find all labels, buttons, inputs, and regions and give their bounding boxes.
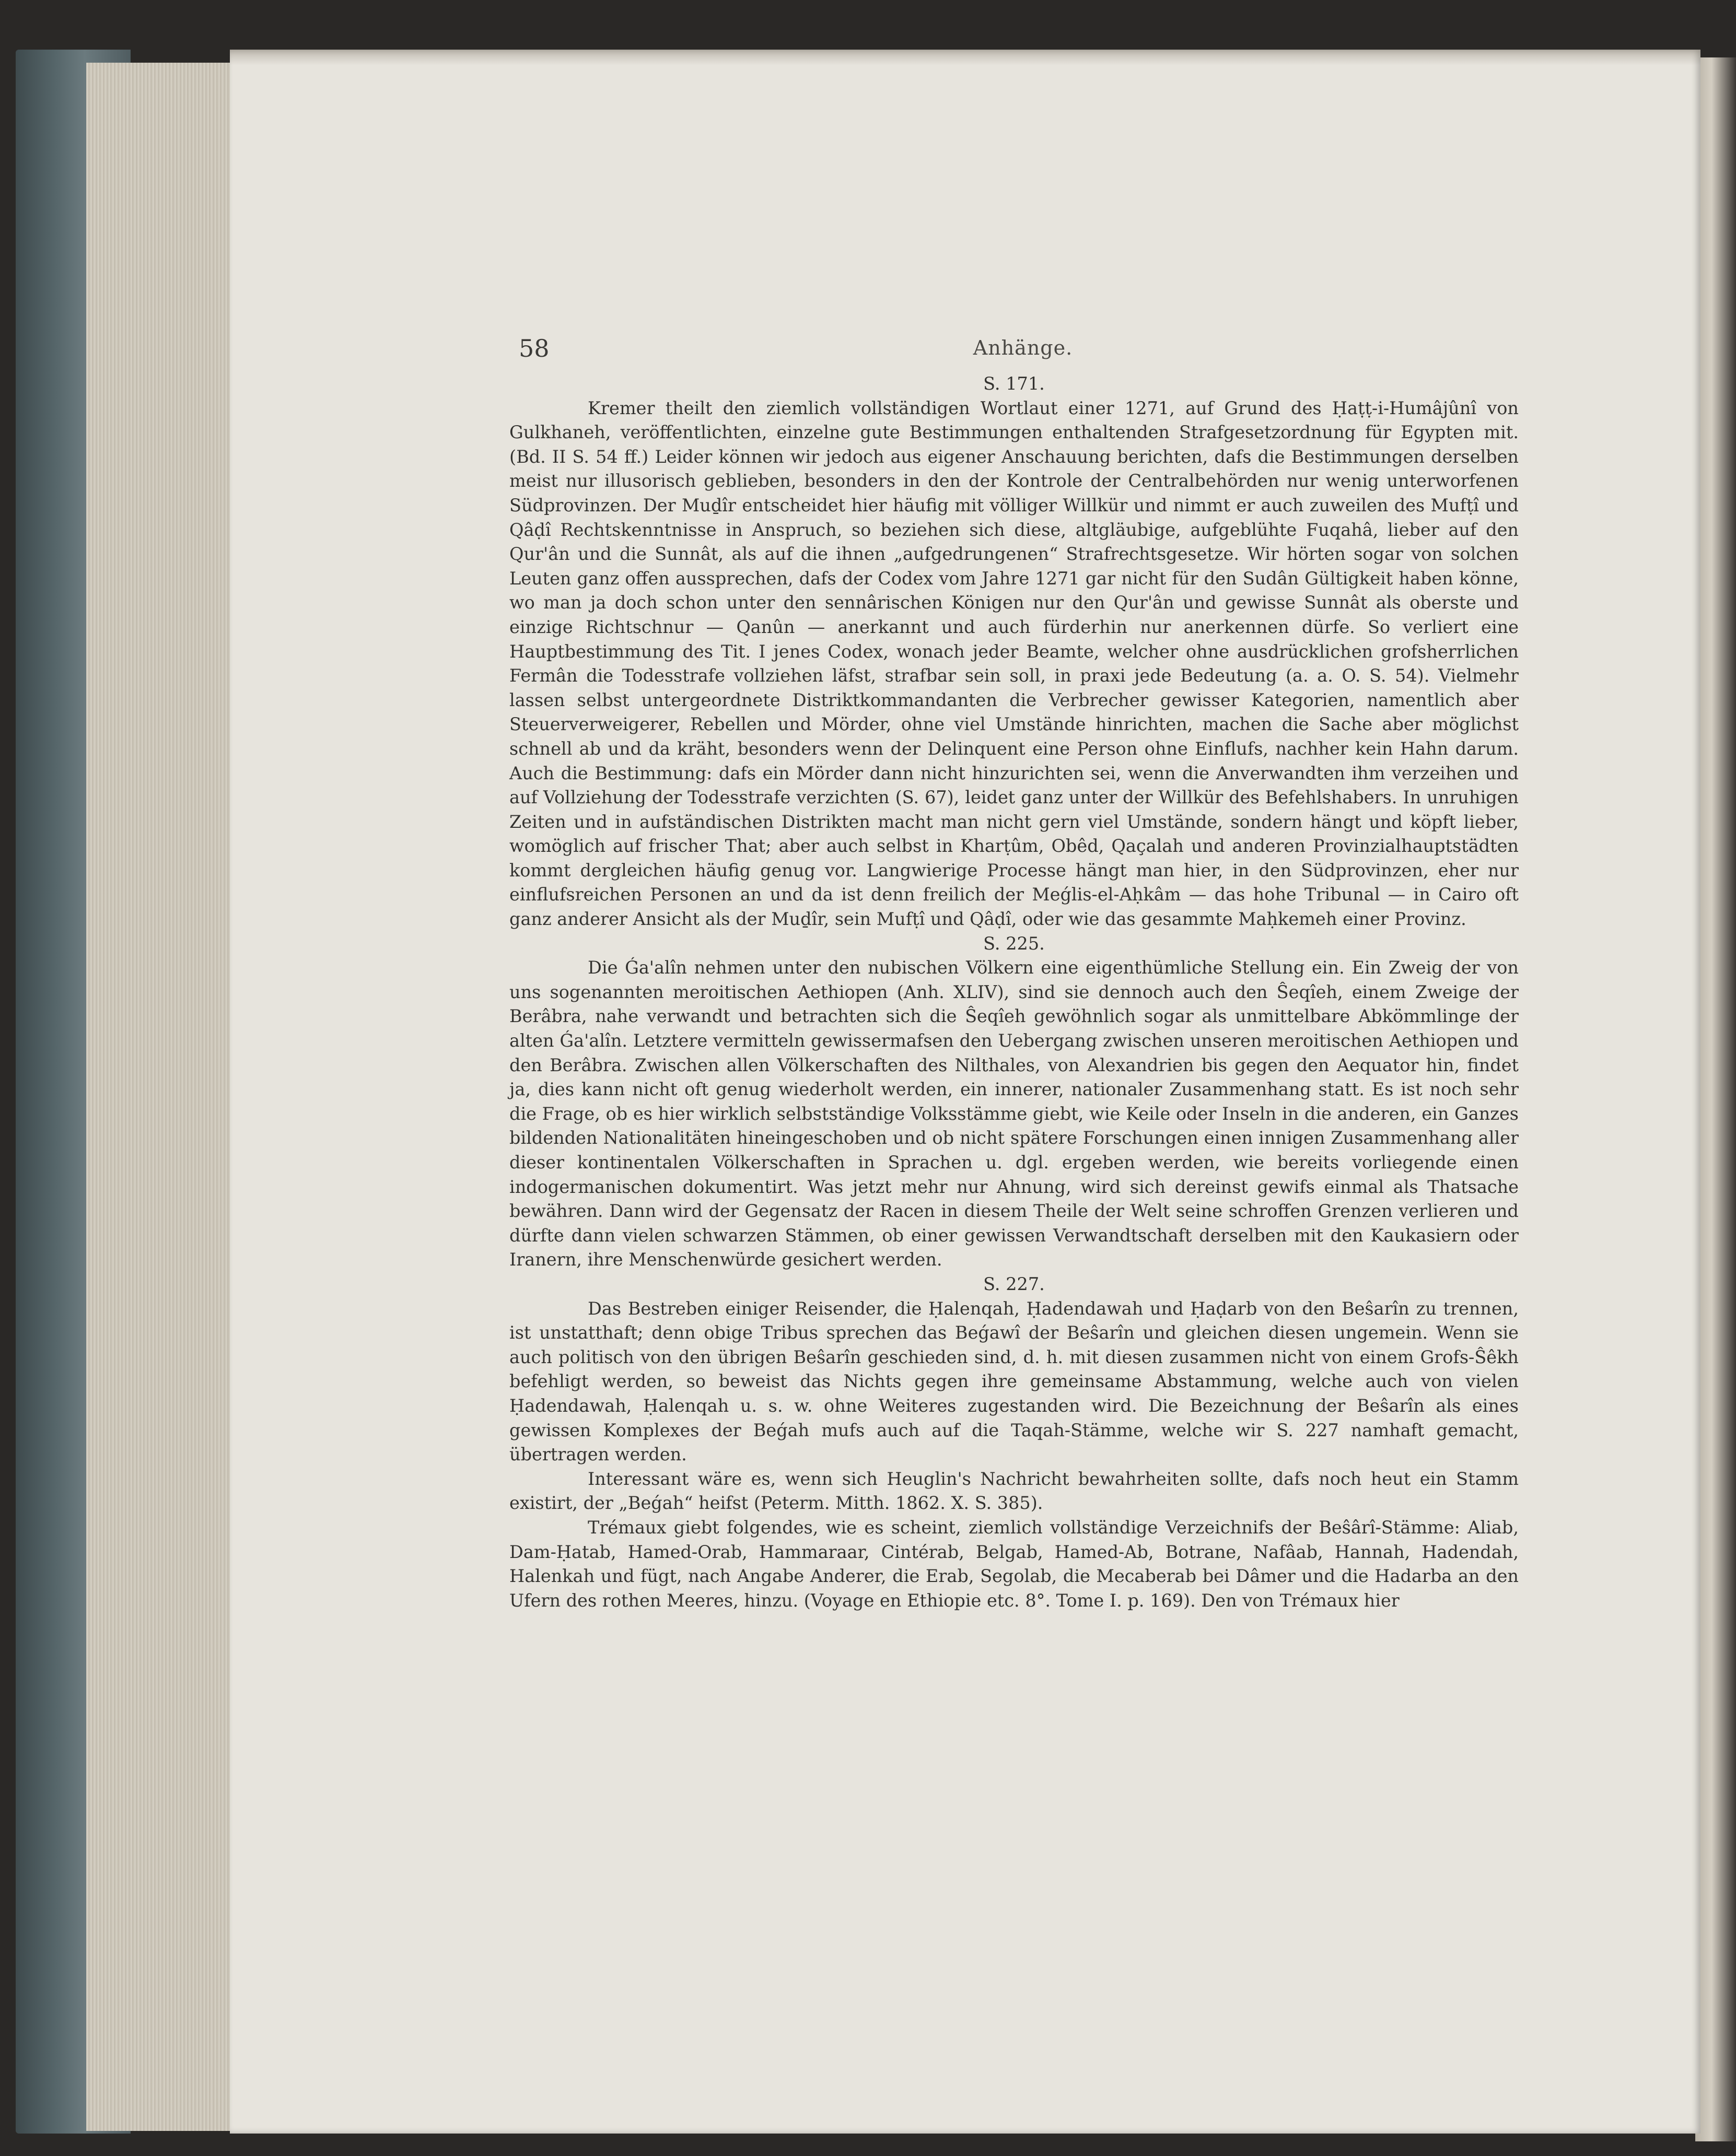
page-number: 58: [519, 334, 550, 362]
page-top-shadow: [230, 50, 1700, 65]
paragraph: Die Ǵa'alîn nehmen unter den nubischen Völkern eine eigenthümliche Stellung ein. Ein Zweig der von uns sogenannten meroitischen Aethiopen (Anh. XLIV), sind sie dennoch auch den Ŝeqîeh, einem Zweige der Berâbra, nahe verwandt und betrachten sich die Ŝeqîeh gewöhnlich sogar als unmittelbare Abkömmlinge der alten Ǵa'alîn. Letztere vermitteln gewissermafsen den Uebergang zwischen unseren meroitischen Aethiopen und den Berâbra. Zwischen allen Völkerschaften des Nilthales, von Alexandrien bis gegen den Aequator hin, findet ja, dies kann nicht oft genug wiederholt werden, ein innerer, nationaler Zusammenhang statt. Es ist noch sehr die Frage, ob es hier wirklich selbstständige Volksstämme giebt, wie Keile oder Inseln in die anderen, ein Ganzes bildenden Nationalitäten hineingeschoben und ob nicht spätere Forschungen einen innigen Zusammenhang aller dieser kontinentalen Völkerschaften in Sprachen u. dgl. ergeben werden, wie bereits vorliegende einen indogermanischen dokumentirt. Was jetzt mehr nur Ahnung, wird sich dereinst gewifs einmal als Thatsache bewähren. Dann wird der Gegensatz der Racen in diesem Theile der Welt seine schroffen Grenzen verlieren und dürfte dann vielen schwarzen Stämmen, ob einer gewissen Verwandtschaft derselben mit den Kaukasiern oder Iranern, ihre Menschenwürde gesichert werden.: [509, 957, 1519, 1270]
running-head: Anhänge.: [973, 336, 1073, 359]
section-heading: S. 227.: [983, 1273, 1045, 1294]
paragraph: Das Bestreben einiger Reisender, die Ḥalenqah, Ḥadendawah und Ḥaḍarb von den Beŝarîn zu trennen, ist unstatthaft; denn obige Tribus sprechen das Beǵawî der Beŝarîn und gleichen diesen ungemein. Wenn sie auch politisch von den übrigen Beŝarîn geschieden sind, d. h. mit diesen zusammen nicht von einem Grofs-Ŝêkh befehligt werden, so beweist das Nichts gegen ihre gemeinsame Abstammung, welche auch von vielen Ḥadendawah, Ḥalenqah u. s. w. ohne Weiteres zugestanden wird. Die Bezeichnung der Beŝarîn als eines gewissen Komplexes der Beǵah mufs auch auf die Taqah-Stämme, welche wir S. 227 namhaft gemacht, übertragen werden.: [509, 1298, 1519, 1465]
page-header: [519, 334, 1527, 366]
paragraph: Kremer theilt den ziemlich vollständigen Wortlaut einer 1271, auf Grund des Ḥaṭṭ-i-Humâjûnî von Gulkhaneh, veröffentlichten, einzelne gute Bestimmungen enthaltenden Strafgesetzordnung für Egypten mit. (Bd. II S. 54 ff.) Leider können wir jedoch aus eigener Anschauung berichten, dafs die Bestimmungen derselben meist nur illusorisch geblieben, besonders in den der Kontrole der Centralbehörden nur wenig unterworfenen Südprovinzen. Der Muḏîr entscheidet hier häufig mit völliger Willkür und nimmt er auch zuweilen des Mufṭî und Qâḍî Rechtskenntnisse in Anspruch, so beziehen sich diese, altgläubige, aufgeblühte Fuqahâ, lieber auf den Qur'ân und die Sunnât, als auf die ihnen „aufgedrungenen“ Strafrechtsgesetze. Wir hörten sogar von solchen Leuten ganz offen aussprechen, dafs der Codex vom Jahre 1271 gar nicht für den Sudân Gültigkeit haben könne, wo man ja doch schon unter den sennârischen Königen nur den Qur'ân und gewisse Sunnât als oberste und einzige Richtschnur — Qanûn — anerkannt und auch fürderhin nur anerkennen dürfe. So verliert eine Hauptbestimmung des Tit. I jenes Codex, wonach jeder Beamte, welcher ohne ausdrücklichen grofsherrlichen Fermân die Todesstrafe vollziehen läfst, strafbar sein soll, in praxi jede Bedeutung (a. a. O. S. 54). Vielmehr lassen selbst untergeordnete Distriktkommandanten die Verbrecher gewisser Kategorien, namentlich aber Steuerverweigerer, Rebellen und Mörder, ohne viel Umstände hinrichten, machen die Sache aber möglichst schnell ab und da kräht, besonders wenn der Delinquent eine Person ohne Einflufs, nachher kein Hahn darum. Auch die Bestimmung: dafs ein Mörder dann nicht hinzurichten sei, wenn die Anverwandten ihm verzeihen und auf Vollziehung der Todesstrafe verzichten (S. 67), leidet ganz unter der Willkür des Befehlshabers. In unruhigen Zeiten und in aufständischen Distrikten macht man nicht gern viel Umstände, sondern hängt und köpft lieber, womöglich auf frischer That; aber auch selbst in Kharṭûm, Obêd, Qaçalah und anderen Provinzialhauptstädten kommt dergleichen häufig genug vor. Langwierige Processe hängt man hier, in den Südprovinzen, eher nur einflufsreichen Personen an und da ist denn freilich der Meǵlis-el-Aḥkâm — das hohe Tribunal — in Cairo oft ganz anderer Ansicht als der Muḏîr, sein Mufṭî und Qâḍî, oder wie das gesammte Maḥkemeh einer Provinz.: [509, 397, 1519, 930]
page-block-edges: [86, 63, 238, 2131]
section-heading: S. 225.: [983, 933, 1045, 954]
facing-page-edge: [1695, 57, 1736, 2141]
text-block: [509, 372, 1519, 1613]
paragraph: Trémaux giebt folgendes, wie es scheint, ziemlich vollständige Verzeichnifs der Beŝârî-Stämme: Aliab, Dam-Ḥatab, Hamed-Orab, Hammaraar, Cintérab, Belgab, Hamed-Ab, Botrane, Nafâab, Hannah, Hadendah, Halenkah und fügt, nach Angabe Anderer, die Erab, Segolab, die Mecaberab bei Dâmer und die Hadarba an den Ufern des rothen Meeres, hinzu. (Voyage en Ethiopie etc. 8°. Tome I. p. 169). Den von Trémaux hier: [509, 1517, 1519, 1611]
section-heading: S. 171.: [983, 373, 1045, 394]
paragraph: Interessant wäre es, wenn sich Heuglin's Nachricht bewahrheiten sollte, dafs noch heut ein Stamm existirt, der „Beǵah“ heifst (Peterm. Mitth. 1862. X. S. 385).: [509, 1468, 1519, 1514]
